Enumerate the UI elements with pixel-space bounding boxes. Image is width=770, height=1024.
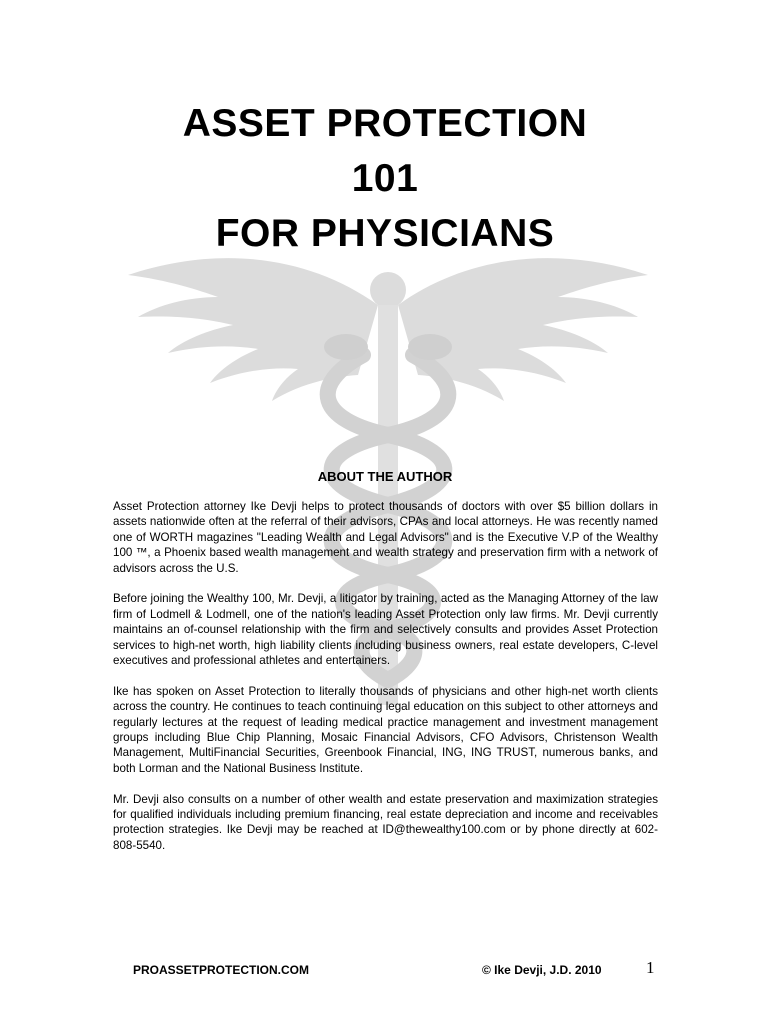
footer-copyright: © Ike Devji, J.D. 2010 xyxy=(482,963,602,977)
title-line-3: FOR PHYSICIANS xyxy=(215,212,555,255)
about-paragraph-3: Ike has spoken on Asset Protection to literally thousands of physicians and other high-net worth clients across the country. He continues to teach continuing legal education on this subject to other attorneys and regularly lectures at the request of leading medical practice management and investment management groups including Blue Chip Planning, Mosaic Financial Advisors, CFO Advisors, Christenson Wealth Management, MultiFinancial Securities, Greenbook Financial, ING, ING TRUST, numerous banks, and both Lorman and the National Business Institute. xyxy=(113,684,658,775)
title-line-2: 101 xyxy=(351,157,419,200)
about-paragraph-2: Before joining the Wealthy 100, Mr. Devji, a litigator by training, acted as the Managing Attorney of the law firm of Lodmell & Lodmell, one of the nation's leading Asset Protection only law firms. Mr. Devji currently maintains an of-counsel relationship with the firm and selectively consults and provides Asset Protection services to high-net worth, high liability clients including business owners, real estate developers, C-level executives and professional athletes and entertainers. xyxy=(113,592,658,668)
document-title xyxy=(0,96,770,261)
title-line-1: ASSET PROTECTION xyxy=(182,102,588,145)
about-paragraph-1: Asset Protection attorney Ike Devji helps to protect thousands of doctors with over $5 billion dollars in assets nationwide often at the referral of their advisors, CPAs and local attorneys. He was recently named one of WORTH magazines "Leading Wealth and Legal Advisors" and is the Executive V.P of the Wealthy 100 ™, a Phoenix based wealth management and wealth strategy and preservation firm with a network of advisors across the U.S. xyxy=(113,500,658,575)
about-body xyxy=(113,499,658,869)
footer-website: PROASSETPROTECTION.COM xyxy=(133,963,310,977)
page-number: 1 xyxy=(646,958,655,977)
about-paragraph-4: Mr. Devji also consults on a number of other wealth and estate preservation and maximization strategies for qualified individuals including premium financing, real estate depreciation and income and receivables protection strategies. Ike Devji may be reached at ID@thewealthy100.com or by phone directly at 602-808-5540. xyxy=(113,792,658,852)
about-heading: ABOUT THE AUTHOR xyxy=(317,469,453,484)
